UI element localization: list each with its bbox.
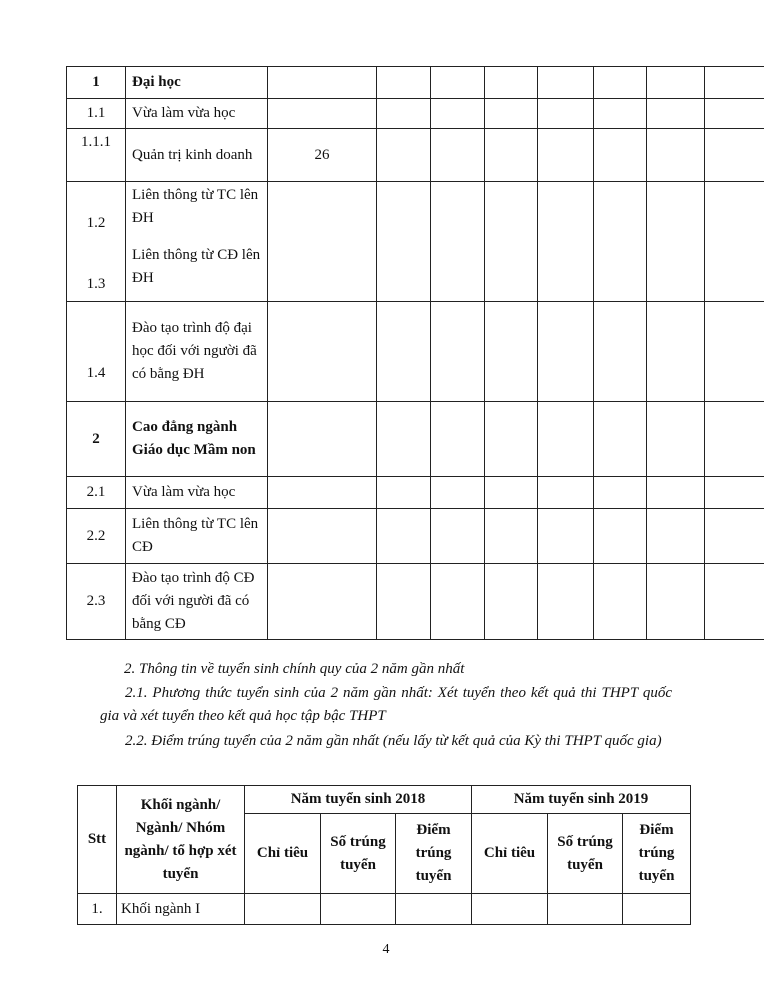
table-row: [67, 182, 764, 302]
row-name: Đào tạo trình độ đại học đối với người đã có bằng ĐH: [126, 302, 268, 402]
admission-score-table: [77, 785, 691, 925]
table-row: [67, 302, 764, 402]
row-stt: 2.3: [67, 564, 126, 640]
row-stt: 2.2: [67, 509, 126, 564]
page-number: 4: [382, 942, 390, 957]
table-row: [67, 509, 764, 564]
row-name: Đào tạo trình độ CĐ đối với người đã có bằng CĐ: [126, 564, 268, 640]
enrollment-table-1: [66, 66, 764, 640]
header-stt: Stt: [78, 786, 117, 894]
row-name-merged: [126, 182, 268, 302]
table-row: [67, 477, 764, 509]
row-name: Vừa làm vừa học: [126, 477, 268, 509]
row-stt: 2: [67, 402, 126, 477]
row-name: Đại học: [126, 67, 268, 99]
row-stt: 1.1.1: [67, 129, 126, 182]
table-row: [67, 564, 764, 640]
table-row: [67, 99, 764, 129]
header-group: Khối ngành/ Ngành/ Nhóm ngành/ tổ hợp xét tuyển: [117, 786, 245, 894]
paragraph-2-2: 2.2. Điểm trúng tuyển của 2 năm gần nhất (nếu lấy từ kết quả của Kỳ thi THPT quốc gia): [125, 733, 662, 749]
row-stt: 1.3: [86, 276, 106, 292]
row-name: Liên thông từ TC lên CĐ: [126, 509, 268, 564]
header-quota: Chỉ tiêu: [245, 814, 321, 894]
table-row: [67, 402, 764, 477]
header-year-2019: Năm tuyển sinh 2019: [472, 786, 691, 814]
header-year-2018: Năm tuyển sinh 2018: [245, 786, 472, 814]
row-name: Liên thông từ TC lên ĐH: [132, 187, 259, 226]
row-stt: 1.4: [67, 302, 126, 402]
row-name: Quản trị kinh doanh: [126, 129, 268, 182]
row-value: 26: [268, 129, 377, 182]
header-admitted: Số trúng tuyển: [321, 814, 396, 894]
row-stt: 1.1: [67, 99, 126, 129]
table-row: [67, 129, 764, 182]
row-stt: 1.: [78, 894, 117, 925]
header-score: Điểm trúng tuyển: [623, 814, 691, 894]
row-stt: 2.1: [67, 477, 126, 509]
row-name: Vừa làm vừa học: [126, 99, 268, 129]
row-stt: 1.2: [86, 215, 106, 231]
table-row: [67, 67, 764, 99]
row-stt-merged: [67, 182, 126, 302]
paragraph-2-1: 2.1. Phương thức tuyển sinh của 2 năm gần nhất: Xét tuyển theo kết quả thi THPT quốc gia và xét tuyển theo kết quả học tập bậc THPT: [100, 685, 672, 724]
row-name: Khối ngành I: [117, 894, 245, 925]
section-heading: 2. Thông tin về tuyển sinh chính quy của 2 năm gần nhất: [124, 661, 465, 677]
table-row: [78, 894, 691, 925]
header-quota: Chỉ tiêu: [472, 814, 548, 894]
header-admitted: Số trúng tuyển: [548, 814, 623, 894]
row-name: Cao đẳng ngành Giáo dục Mầm non: [126, 402, 268, 477]
row-stt: 1: [67, 67, 126, 99]
header-score: Điểm trúng tuyển: [396, 814, 472, 894]
row-name: Liên thông từ CĐ lên ĐH: [132, 247, 261, 286]
